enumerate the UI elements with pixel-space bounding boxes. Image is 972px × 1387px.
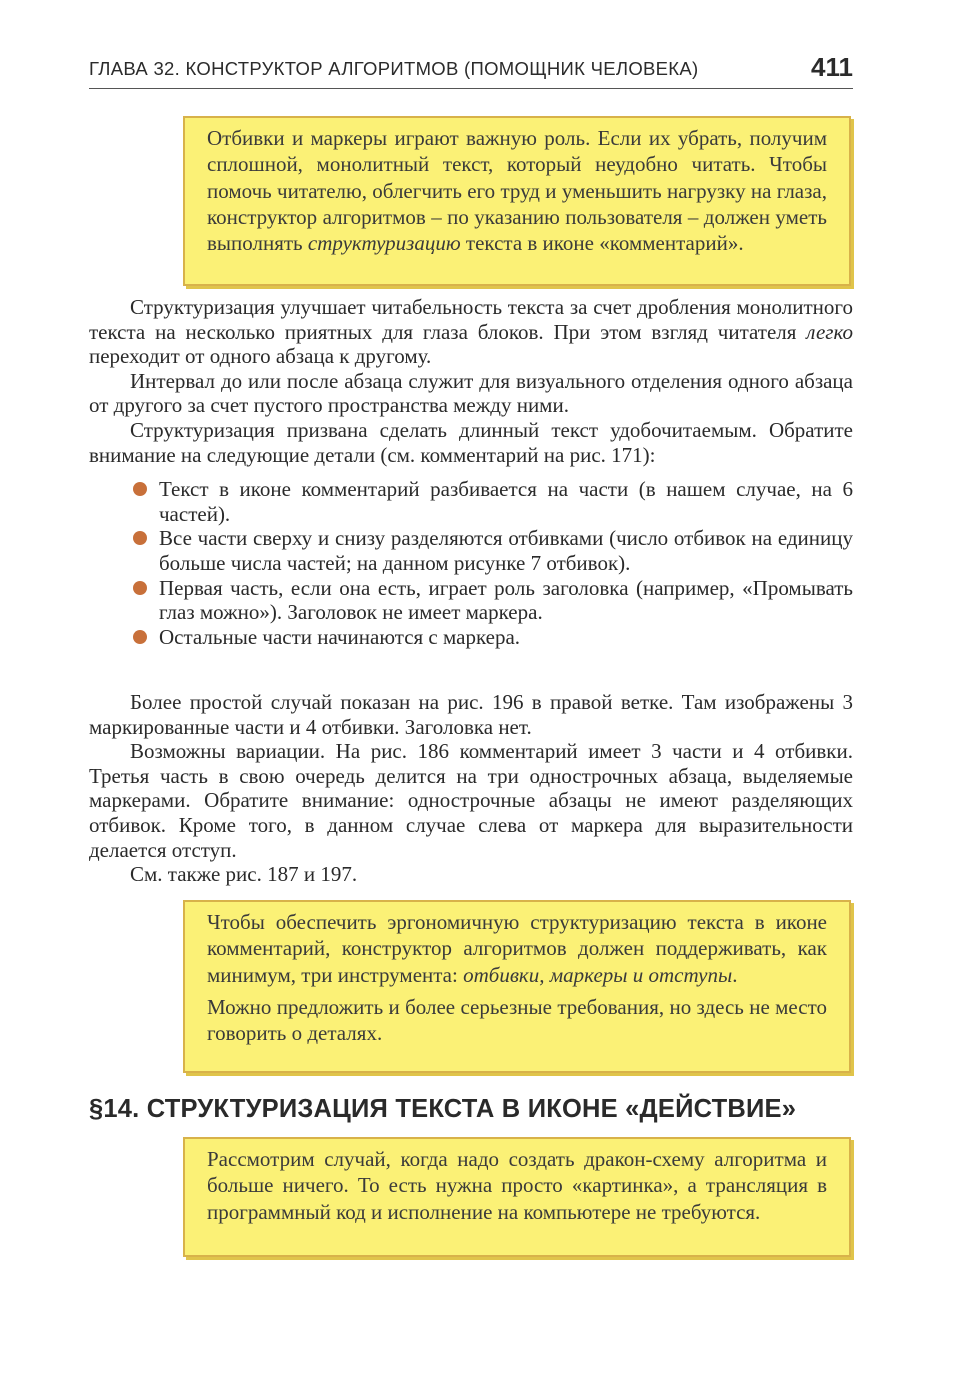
- section-heading: §14. СТРУКТУРИЗАЦИЯ ТЕКСТА В ИКОНЕ «ДЕЙСТВИЕ»: [89, 1095, 797, 1123]
- body-paragraph: Структуризация улучшает читабельность текста за счет дробления монолитного текста на несколько приятных для глаза блоков. При этом взгляд читателя легко переходит от одного абзаца к другому.: [89, 295, 853, 369]
- bullet-icon: [133, 482, 147, 496]
- note-paragraph: Чтобы обеспечить эргономичную структуризацию текста в иконе комментарий, конструктор алгоритмов должен поддерживать, как минимум, три инструмента: отбивки, маркеры и отступы.: [207, 910, 827, 987]
- note-emphasis: отбивки, маркеры и отступы: [463, 962, 733, 987]
- body-paragraph: Интервал до или после абзаца служит для визуального отделения одного абзаца от другого за счет пустого пространства между ними.: [89, 368, 853, 418]
- note-box-picture-only: [183, 1137, 851, 1257]
- bullet-icon: [133, 581, 147, 595]
- body-paragraph: См. также рис. 187 и 197.: [130, 862, 358, 887]
- note-paragraph: Рассмотрим случай, когда надо создать дракон-схему алгоритма и больше ничего. То есть нужна просто «картинка», а трансляция в программный код и исполнение на компьютере не требуются.: [207, 1147, 827, 1224]
- list-item: Текст в иконе комментарий разбивается на части (в нашем случае, на 6 частей).: [89, 477, 853, 526]
- note-emphasis: структуризацию: [307, 231, 461, 256]
- note-paragraph: Отбивки и маркеры играют важную роль. Если их убрать, получим сплошной, монолитный текст, который неудобно читать. Чтобы помочь читателю, облегчить его труд и уменьшить нагрузку на глаза, конструктор алгоритмов – по указанию пользователя – должен уметь выполнять структуризацию текста в иконе «комментарий».: [207, 126, 827, 256]
- bullet-icon: [133, 531, 147, 545]
- body-paragraph: Возможны вариации. На рис. 186 комментарий имеет 3 части и 4 отбивки. Третья часть в свою очередь делится на три однострочных абзаца, выделяемые маркерами. Обратите внимание: однострочные абзацы не имеют разделяющих отбивок. Кроме того, в данном случае слева от маркера для выразительности делается отступ.: [89, 739, 853, 862]
- note-box-tools: [183, 900, 851, 1073]
- body-section-examples: [89, 690, 853, 887]
- bullet-list: [89, 477, 853, 649]
- bullet-icon: [133, 630, 147, 644]
- list-item: Первая часть, если она есть, играет роль заголовка (например, «Промывать глаз можно»). Заголовок не имеет маркера.: [89, 576, 853, 625]
- chapter-title: ГЛАВА 32. КОНСТРУКТОР АЛГОРИТМОВ (ПОМОЩНИК ЧЕЛОВЕКА): [89, 58, 699, 79]
- list-item: Все части сверху и снизу разделяются отбивками (число отбивок на единицу больше числа частей; на данном рисунке 7 отбивок).: [89, 526, 853, 575]
- body-paragraph: Более простой случай показан на рис. 196 в правой ветке. Там изображены 3 маркированные части и 4 отбивки. Заголовка нет.: [89, 690, 853, 739]
- body-paragraph: Структуризация призвана сделать длинный текст удобочитаемым. Обратите внимание на следующие детали (см. комментарий на рис. 171):: [89, 417, 853, 467]
- note-paragraph: Можно предложить и более серьезные требования, но здесь не место говорить о деталях.: [207, 994, 827, 1046]
- body-emphasis: легко: [806, 319, 853, 344]
- page-number: 411: [811, 52, 853, 82]
- page-header: [89, 52, 853, 89]
- body-section-structuring: [89, 295, 853, 649]
- list-item: Остальные части начинаются с маркера.: [89, 625, 853, 650]
- note-box-markers: [183, 116, 851, 286]
